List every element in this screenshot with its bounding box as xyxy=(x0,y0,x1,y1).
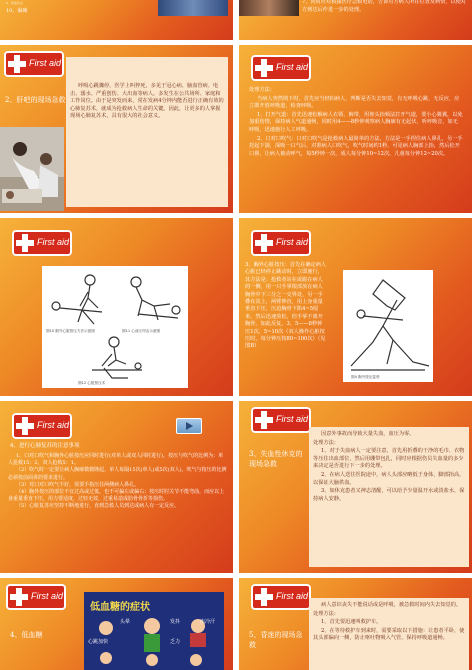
slide-6 xyxy=(0,401,233,573)
slide-8 xyxy=(0,578,233,670)
slide-7 xyxy=(239,401,472,573)
slide9-paragraph-1: 病人意识丧失不能说话或是呼吸，被急救时间内失去知觉的。 xyxy=(321,602,462,608)
badge-label: First aid xyxy=(276,237,309,247)
slide6-paragraph-1: 1、口对口吹气和胸外心脏按压应同时进行(对单人或双人同时进行)，按压与吹气的比例为：单人抢救15：2，双人抢救5：1。 xyxy=(8,453,224,467)
red-cross-icon xyxy=(8,55,26,73)
first-aid-badge xyxy=(4,51,64,77)
cpr-illustrations xyxy=(42,266,188,388)
symptom-label-4: 出冷汗 xyxy=(200,619,216,625)
slide3-paragraph-4: 2、口对口吹气：口对口吹气是抢救病人最简单的方法，方法是一手捏住病人鼻孔，另一手托起下颌，深吸一口气后，对准病人口吹气，吹气时间约1秒，可见病人胸部上抬，然后松开口鼻，让病人被动呼气，每5秒钟一次，成人每分钟10~12次，儿童每分钟12~20次。 xyxy=(249,135,463,157)
slide5-fig-caption: 图4 胸外按压姿势 xyxy=(351,375,380,379)
slide7-section-title: 3、失血性休克的现场急救 xyxy=(249,450,303,468)
slide6-paragraph-3: （3）对口对口吹气不好，需要手指压住两侧病人鼻孔。 xyxy=(16,481,140,488)
badge-label: First aid xyxy=(37,420,70,430)
fig-chest-compression xyxy=(52,275,102,324)
slide-1 xyxy=(239,0,472,40)
badge-label: First aid xyxy=(31,591,64,601)
badge-label: First aid xyxy=(29,58,62,68)
red-cross-icon xyxy=(255,588,273,606)
slide9-section-title: 5、昏迷的现场急救 xyxy=(249,631,303,649)
slide4-illustration-board xyxy=(42,266,188,388)
slide7-paragraph-4: 2、在病人送往医院途中，病人头部应略低于身体，脚部抬高，以保证大脑供血。 xyxy=(313,471,465,486)
slide-5 xyxy=(239,218,472,396)
slide5-illustration xyxy=(343,270,433,382)
slide6-text xyxy=(8,453,228,511)
hypoglycemia-poster xyxy=(84,592,224,670)
red-cross-icon xyxy=(255,234,273,252)
fig2-caption: 图11 心前区叩击示意图 xyxy=(122,329,161,333)
slide-9 xyxy=(239,578,472,670)
red-cross-icon xyxy=(255,411,273,429)
first-aid-badge xyxy=(251,407,311,433)
slide0-line-2: 10、偏瘫 xyxy=(6,8,28,14)
slide-3 xyxy=(239,45,472,213)
slide3-paragraph-2: 当病人突然倒下时，首先应当轻拍病人，判断是否失去知觉，有无呼吸心跳，无反应，应立即开放呼吸道，检查呼吸。 xyxy=(249,95,460,110)
slide2-cpr-photo xyxy=(0,127,64,211)
first-aid-badge xyxy=(12,413,72,439)
slide8-section-title: 4、低血糖 xyxy=(10,631,43,639)
slide7-paragraph-5: 3、如休克患者又神志清醒，可以给予少量温开水或淡盐水，保持病人安静。 xyxy=(313,488,465,502)
fig-precordial-thump xyxy=(131,277,180,320)
slide5-text: 3、胸外心脏按压：首先在确定病人心脏已经停止跳动时，立即施行，其方法是：抢救者站在或跪在病人的一侧，用一只手掌根部放在病人胸骨中下三分之一交界处，另一手叠在其上，两臂伸直，用上身重量垂直下压，压迫胸骨下陷4~5厘米，然后迅速放松，但手掌不离开胸骨，如此反复。3、5——8秒钟压1次，5~10次（双人操作心脏按压时，每分钟压按80~100次）（见图B） xyxy=(245,262,327,350)
slide1-text: 7、同时应对救援医疗急救电话，告诉对方病人所在位置及病情，以便对方到达后作进一步的处理。 xyxy=(302,0,467,13)
slide3-paragraph-3: 1、打开气道：首先迅速松解病人衣领、裤带，用仰头抬颏法打开气道，要小心翼翼，以免加重伤情，保持病人气道通畅，同时用4——8秒钟观察病人胸廓有无起伏，听呼吸音，如无呼吸，迅速施行人工呼吸。 xyxy=(249,111,463,133)
red-cross-icon xyxy=(16,417,34,435)
first-aid-badge xyxy=(6,584,66,610)
slide2-section-title: 2、肝吧的现场急救 xyxy=(5,96,66,104)
badge-label: First aid xyxy=(276,414,309,424)
badge-label: First aid xyxy=(276,62,309,72)
first-aid-badge xyxy=(251,55,311,81)
first-aid-badge xyxy=(251,230,311,256)
slide6-paragraph-5: （5）心脏复苏应坚持不断地进行，直到急救人员到达或病人有一定反应。 xyxy=(16,503,180,510)
symptom-label-3: 发抖 xyxy=(170,619,181,625)
slide1-photo xyxy=(239,0,299,16)
slide6-section-title: 4、进行心肺复苏的注意事项 xyxy=(10,443,80,449)
slide7-paragraph-1: 因意外事故而导致大量失血，血压为零。 xyxy=(321,431,415,437)
slide3-text-panel xyxy=(245,83,467,209)
poster-title: 低血糖的症状 xyxy=(90,602,150,613)
slide7-paragraph-3: 1、对于失血病人一定要注意，首先用折叠的干净的毛巾、衣物等压住出血部位，然后用绷带包扎，同时应根据伤员失血量的多少来决定是否进行下一步的处理。 xyxy=(313,448,465,470)
fig3-caption: 图12 心脏按压术 xyxy=(78,381,106,385)
slide9-paragraph-3: 1、首先要迅速叫救护车。 xyxy=(321,619,382,626)
symptom-label-2: 头晕 xyxy=(120,619,131,625)
slide-0 xyxy=(0,0,233,40)
slide0-text xyxy=(6,0,27,15)
badge-label: First aid xyxy=(276,591,309,601)
slide7-text-panel xyxy=(309,427,469,567)
play-button[interactable] xyxy=(176,418,202,434)
slide-2 xyxy=(0,45,233,213)
first-aid-badge xyxy=(12,230,72,256)
red-cross-icon xyxy=(255,59,273,77)
first-aid-badge xyxy=(251,584,311,610)
slide0-line-1: 9、昏迷状态 xyxy=(6,1,23,5)
fig-cardiac-massage xyxy=(92,337,142,378)
badge-label: First aid xyxy=(37,237,70,247)
symptom-label-1: 心跳加快 xyxy=(88,639,109,645)
slide-4 xyxy=(0,218,233,396)
poster-figures xyxy=(84,592,224,670)
red-cross-icon xyxy=(16,234,34,252)
slide6-paragraph-4: （4）胸外按压的部位不宜过高或过低，也不可偏左或偏右；按压时肘关节不能弯曲，而应以上身重量垂直下压，用力要适度，过轻无效，过重易造成肋骨骨折等损伤。 xyxy=(8,489,225,503)
slide2-text-panel xyxy=(66,57,228,207)
slide9-paragraph-2: 处理方法： xyxy=(313,610,339,617)
slide6-paragraph-2: （2）吹气时一定要让病人胸廓微微隆起，单人每隔15次(单人)或5次(双人)，吹气与按压的比例必须按前面讲的要求进行。 xyxy=(8,467,227,481)
slide9-paragraph-4: 2、在等待救护车到来时，需要采取以下措施：让患者平卧，使其头部偏向一侧，防止呕吐物吸入气管，保持呼吸道通畅。 xyxy=(313,627,465,642)
slide7-paragraph-2: 处理方法： xyxy=(313,439,339,446)
slide2-paragraph: 呼吸心跳骤停，医学上叫猝死，多见于冠心病、脑血管病、电击、溺水、严重创伤、大出血等病人。多发生在公共场所、家庭和工作岗位。由于是突发而来，常在发病4分钟内能否进行正确有效的心肺复苏术，就成为抢救病人生命的关键。因此，让更多的人掌握现场心肺复苏术，具有很大的社会意义。 xyxy=(70,83,224,120)
symptom-label-5: 乏力 xyxy=(170,639,181,645)
fig1-caption: 图10 胸外心脏按压方法示意图 xyxy=(46,329,95,333)
slide3-paragraph-1: 处理方法： xyxy=(249,87,275,93)
red-cross-icon xyxy=(10,588,28,606)
slide9-text-panel xyxy=(309,598,469,670)
slide0-photo xyxy=(158,0,228,16)
